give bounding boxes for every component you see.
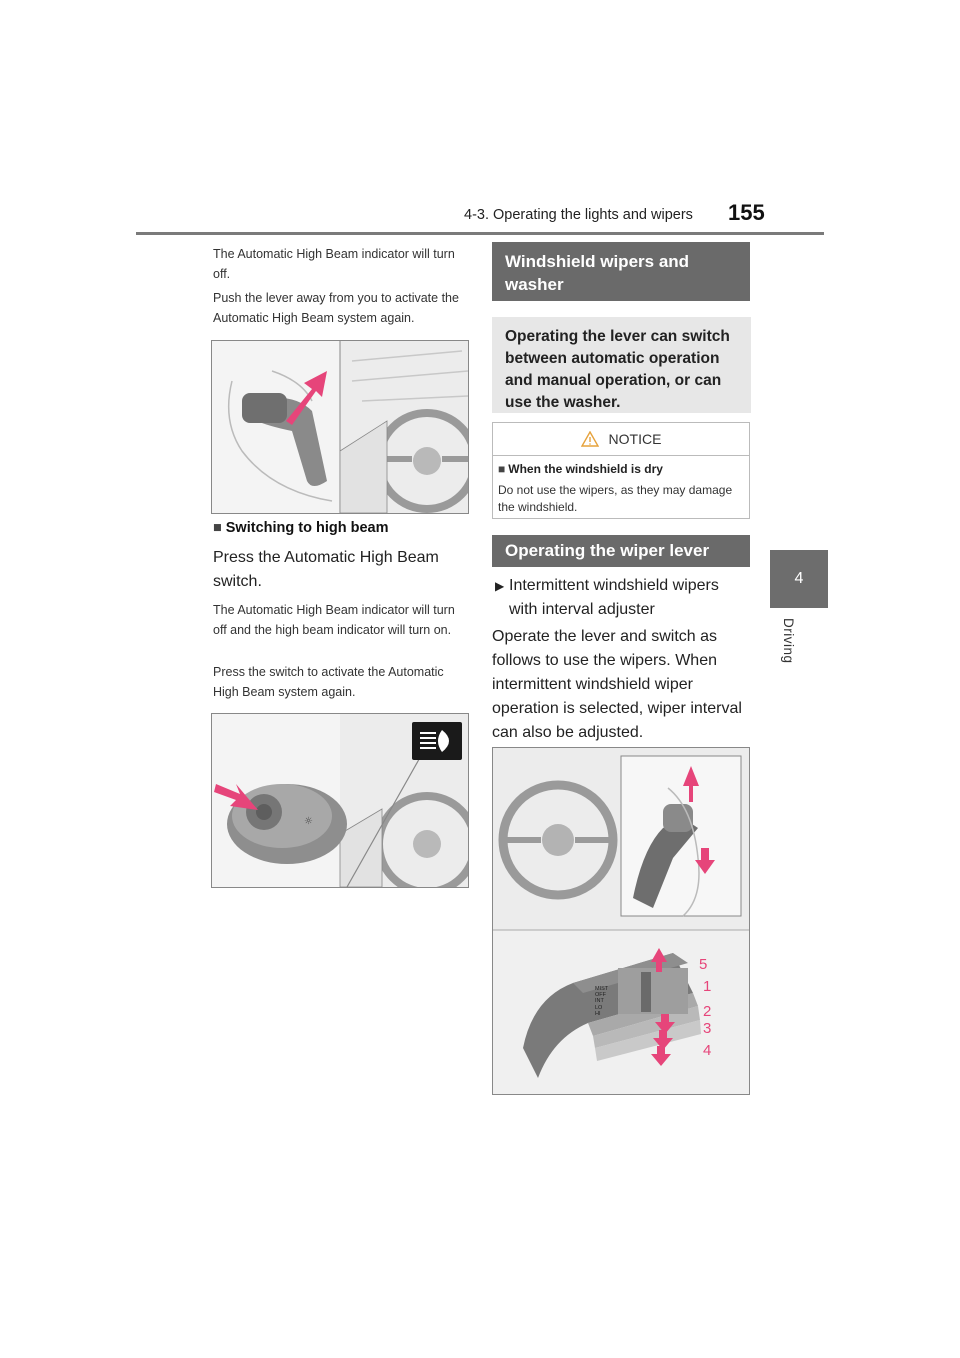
figure-switch-press (211, 713, 469, 888)
bullet-intermittent-wipers: ▶ Intermittent windshield wipers with interval adjuster (492, 574, 750, 622)
notice-label: NOTICE (608, 431, 662, 447)
chapter-tab[interactable]: 4 (770, 550, 828, 608)
warning-icon (581, 431, 599, 447)
position-5-label: 5 (699, 956, 708, 973)
section-title-windshield-wipers: Windshield wipers and washer (492, 242, 750, 301)
paragraph-press-switch-again: Press the switch to activate the Automatic High Beam system again. (213, 665, 444, 699)
position-2-label: 2 (703, 1003, 712, 1020)
heading-switching-high-beam: ■ Switching to high beam (213, 520, 389, 536)
paragraph-indicator-off: The Automatic High Beam indicator will turn off. (213, 247, 455, 281)
intro-box: Operating the lever can switch between automatic operation and manual operation, or can use the washer. (492, 317, 751, 413)
high-beam-indicator-icon (412, 722, 462, 760)
bullet-arrow-icon: ▶ (495, 579, 505, 593)
figure-wiper-lever (492, 747, 750, 1095)
chapter-label: Driving (781, 618, 796, 664)
page-number: 155 (728, 200, 765, 225)
notice-box (492, 422, 750, 519)
svg-text:☼: ☼ (304, 816, 313, 827)
header-section-title: 4-3. Operating the lights and wipers (464, 207, 693, 223)
paragraph-push-lever: Push the lever away from you to activate the Automatic High Beam system again. (213, 291, 459, 325)
paragraph-operate-lever: Operate the lever and switch as follows to use the wipers. When intermittent windshield wiper operation is selected, wiper interval can also be adjusted. (492, 628, 742, 741)
header-rule (136, 232, 824, 235)
notice-heading: ■ When the windshield is dry (498, 462, 663, 476)
paragraph-indicator-high-beam: The Automatic High Beam indicator will turn off and the high beam indicator will turn on. (213, 603, 455, 637)
lever-labels: MIST OFF INT LO HI (595, 986, 609, 1017)
notice-body: Do not use the wipers, as they may damage the windshield. (498, 483, 733, 514)
position-4-label: 4 (703, 1042, 712, 1059)
position-3-label: 3 (703, 1020, 712, 1037)
figure-lever-push (211, 340, 469, 514)
section-title-wiper-lever: Operating the wiper lever (492, 535, 750, 567)
notice-header (493, 423, 749, 456)
position-1-label: 1 (703, 978, 712, 995)
paragraph-press-switch: Press the Automatic High Beam switch. (213, 549, 439, 590)
